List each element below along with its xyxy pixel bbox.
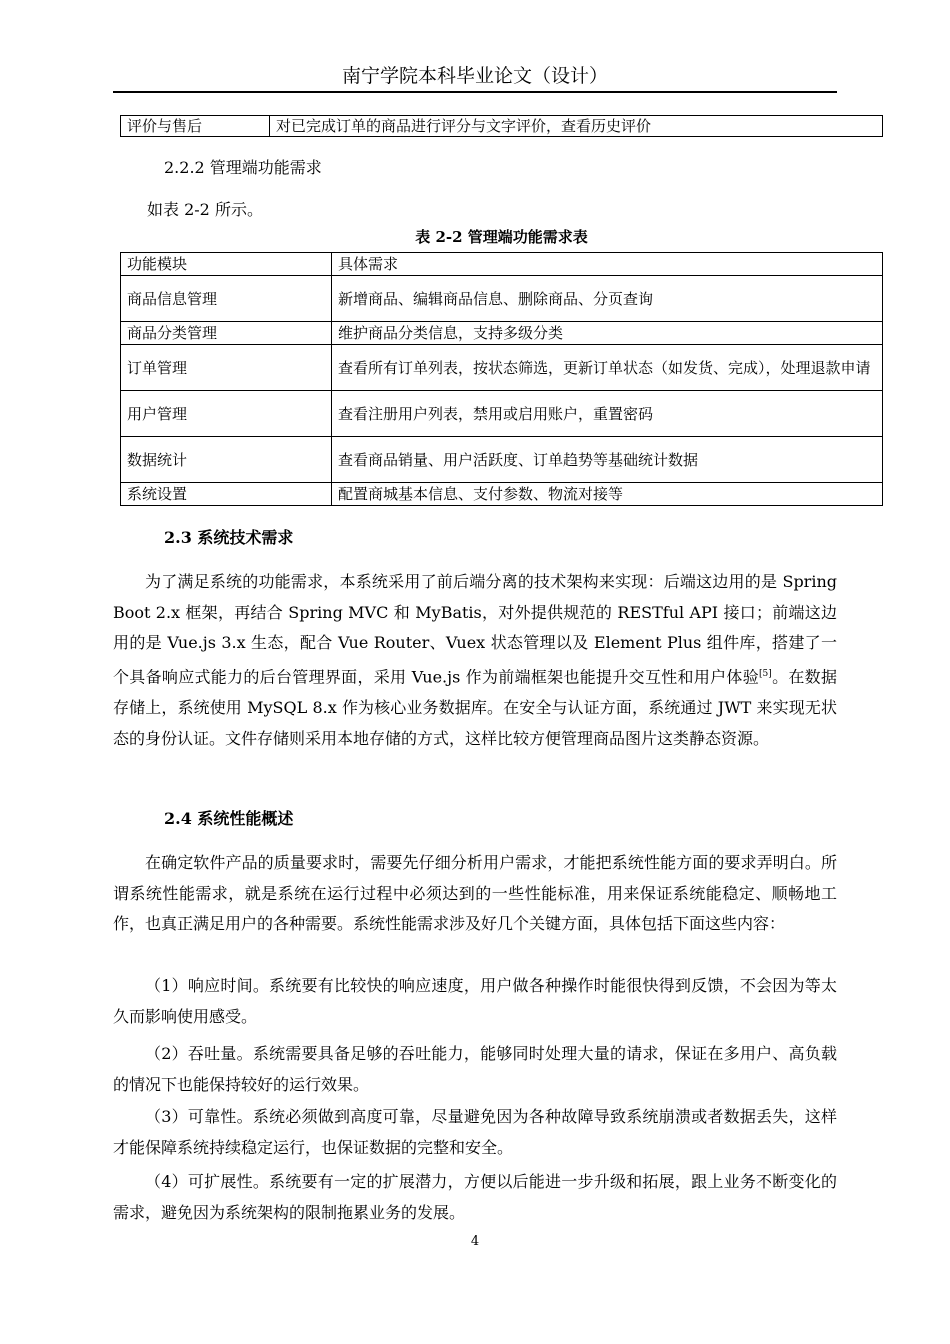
table-header-module: 功能模块: [121, 253, 332, 276]
table-cell-desc: 对已完成订单的商品进行评分与文字评价，查看历史评价: [270, 116, 883, 137]
section-2-3-paragraph: [113, 567, 837, 755]
table-cell-module: 商品分类管理: [121, 322, 332, 345]
table-row: [121, 437, 883, 483]
requirements-table: [120, 252, 883, 506]
page-header: 南宁学院本科毕业论文（设计）: [341, 65, 608, 87]
table-cell-module: 用户管理: [121, 391, 332, 437]
section-title-2-4: 2.4 系统性能概述: [164, 809, 294, 828]
table-cell-desc: 维护商品分类信息，支持多级分类: [332, 322, 883, 345]
previous-table-tail: [120, 115, 883, 137]
table-cell-desc: 配置商城基本信息、支付参数、物流对接等: [332, 483, 883, 506]
table-cell-module: 数据统计: [121, 437, 332, 483]
table-row: [121, 391, 883, 437]
performance-item: （4）可扩展性。系统要有一定的扩展潜力，方便以后能进一步升级和拓展，跟上业务不断变化的需求，避免因为系统架构的限制拖累业务的发展。: [113, 1172, 837, 1222]
table-cell-module: 订单管理: [121, 345, 332, 391]
table-caption: 表 2-2 管理端功能需求表: [415, 228, 588, 246]
table-cell-desc: 新增商品、编辑商品信息、删除商品、分页查询: [332, 276, 883, 322]
table-cell-module: 系统设置: [121, 483, 332, 506]
page-number: 4: [470, 1234, 480, 1249]
performance-item: （1）响应时间。系统要有比较快的响应速度，用户做各种操作时能很快得到反馈，不会因为等太久而影响使用感受。: [113, 976, 837, 1026]
table-cell-module: 商品信息管理: [121, 276, 332, 322]
table-row: [121, 276, 883, 322]
citation-ref: [5]: [759, 669, 772, 680]
paragraph-text: 。在数据存储上，系统使用 MySQL 8.x 作为核心业务数据库。在安全与认证方面，系统通过 JWT 来实现无状态的身份认证。文件存储则采用本地存储的方式，这样比较方便管理商品图片这类静态资源。: [113, 667, 837, 748]
table-header-desc: 具体需求: [332, 253, 883, 276]
performance-item: （3）可靠性。系统必须做到高度可靠，尽量避免因为各种故障导致系统崩溃或者数据丢失，这样才能保障系统持续稳定运行，也保证数据的完整和安全。: [113, 1107, 837, 1157]
section-title-2-3: 2.3 系统技术需求: [164, 528, 294, 547]
table-row: [121, 345, 883, 391]
paragraph-text: 为了满足系统的功能需求，本系统采用了前后端分离的技术架构来实现：后端这边用的是 Spring Boot 2.x 框架，再结合 Spring MVC 和 MyBatis，对外提供规范的 RESTful API 接口；前端这边用的是 Vue.js 3.x 生态，配合 Vue Router、Vuex 状态管理以及 Element Plus 组件库，搭建了一个具备响应式能力的后台管理界面，采用 Vue.js 作为前端框架也能提升交互性和用户体验: [113, 572, 837, 687]
table-cell-desc: 查看注册用户列表，禁用或启用账户，重置密码: [332, 391, 883, 437]
subsection-title: 2.2.2 管理端功能需求: [164, 158, 322, 177]
performance-item: （2）吞吐量。系统需要具备足够的吞吐能力，能够同时处理大量的请求，保证在多用户、高负载的情况下也能保持较好的运行效果。: [113, 1044, 837, 1094]
table-header-row: [121, 253, 883, 276]
table-cell-desc: 查看所有订单列表，按状态筛选，更新订单状态（如发货、完成），处理退款申请: [332, 345, 883, 391]
header-rule: [113, 91, 837, 93]
table-cell-module: 评价与售后: [121, 116, 270, 137]
table-row: [121, 322, 883, 345]
table-cell-desc: 查看商品销量、用户活跃度、订单趋势等基础统计数据: [332, 437, 883, 483]
table-row: [121, 483, 883, 506]
section-2-4-intro: 在确定软件产品的质量要求时，需要先仔细分析用户需求，才能把系统性能方面的要求弄明白。所谓系统性能需求，就是系统在运行过程中必须达到的一些性能标准，用来保证系统能稳定、顺畅地工作，也真正满足用户的各种需要。系统性能需求涉及好几个关键方面，具体包括下面这些内容：: [113, 853, 837, 934]
table-row: [121, 116, 883, 137]
subsection-intro: 如表 2-2 所示。: [147, 200, 263, 219]
